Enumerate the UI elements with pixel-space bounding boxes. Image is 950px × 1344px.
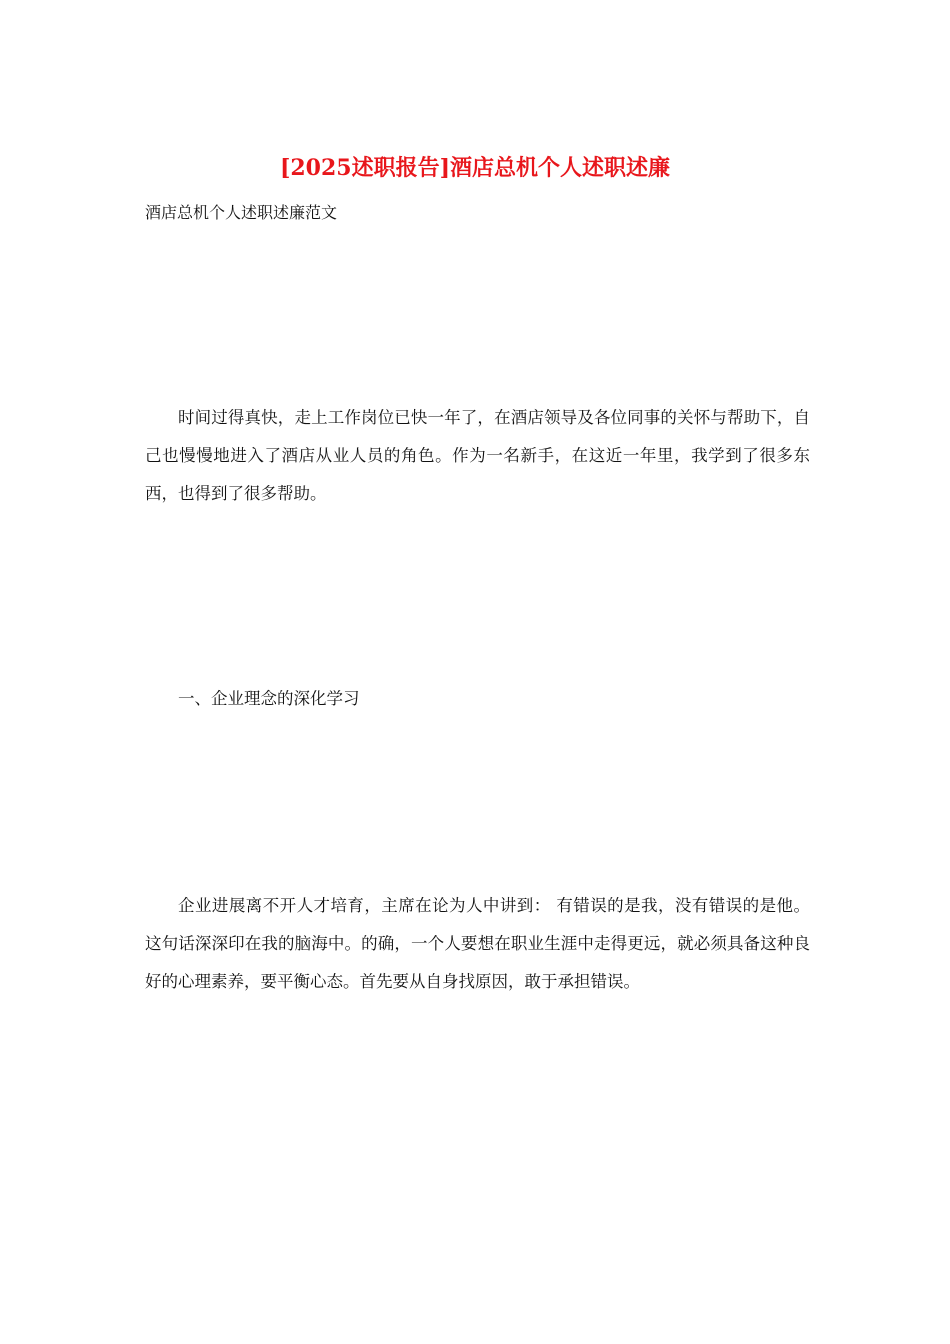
paragraph-body: 企业进展离不开人才培育，主席在论为人中讲到： 有错误的是我，没有错误的是他。 这句话深深印在我的脑海中。的确，一个人要想在职业生涯中走得更远，就必须具备这种良好的心理素养，要平衡心态。首先要从自身找原因，敢于承担错误。 (145, 896, 810, 991)
document-subtitle: 酒店总机个人述职述廉范文 (145, 203, 338, 222)
paragraph-intro: 时间过得真快，走上工作岗位已快一年了，在酒店领导及各位同事的关怀与帮助下，自己也慢慢地进入了酒店从业人员的角色。作为一名新手，在这近一年里，我学到了很多东西，也得到了很多帮助。 (145, 408, 810, 503)
section-heading: 一、企业理念的深化学习 (178, 689, 360, 708)
document-title: [2025述职报告]酒店总机个人述职述廉 (279, 155, 671, 181)
